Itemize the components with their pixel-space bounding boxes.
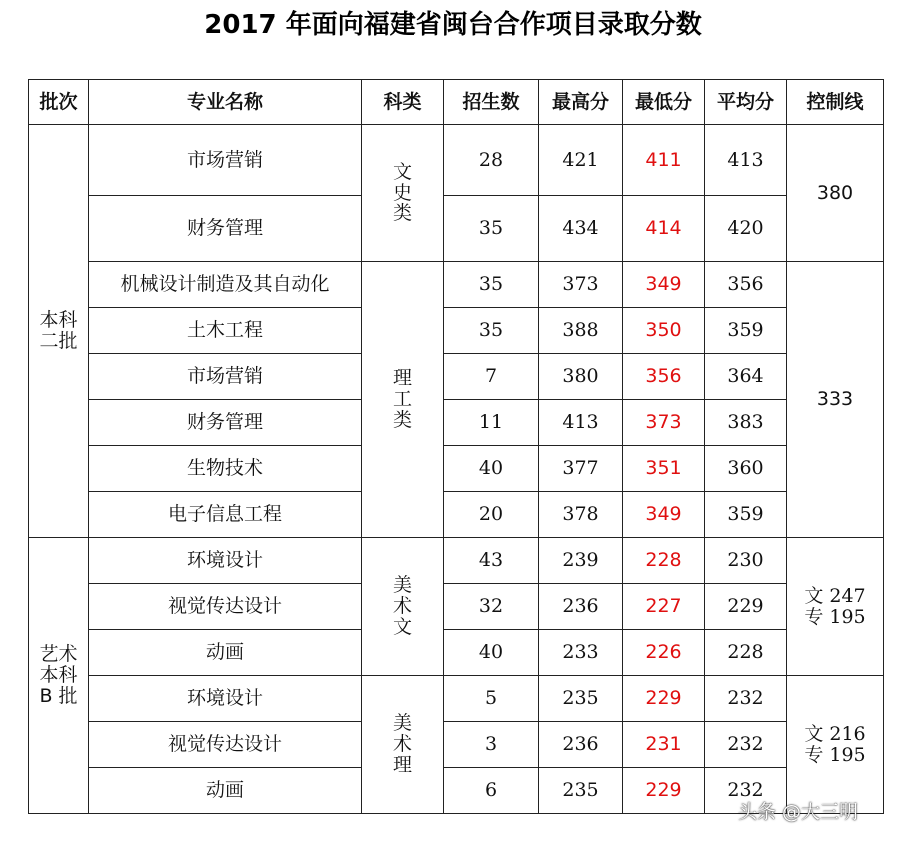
max-cell: 388 (539, 308, 623, 354)
enroll-cell: 32 (444, 584, 539, 630)
min-cell: 411 (623, 125, 705, 196)
major-cell: 视觉传达设计 (89, 584, 362, 630)
major-cell: 财务管理 (89, 196, 362, 262)
min-cell: 226 (623, 630, 705, 676)
avg-cell: 232 (705, 676, 787, 722)
category-cell: 美 术 理 (362, 676, 444, 814)
avg-cell: 383 (705, 400, 787, 446)
enroll-cell: 6 (444, 768, 539, 814)
table-row (29, 538, 884, 584)
avg-cell: 360 (705, 446, 787, 492)
min-cell: 228 (623, 538, 705, 584)
major-cell: 环境设计 (89, 676, 362, 722)
header-category: 科类 (362, 80, 444, 125)
max-cell: 434 (539, 196, 623, 262)
enroll-cell: 35 (444, 196, 539, 262)
enroll-cell: 43 (444, 538, 539, 584)
major-cell: 市场营销 (89, 125, 362, 196)
max-cell: 378 (539, 492, 623, 538)
avg-cell: 230 (705, 538, 787, 584)
table-row (29, 400, 884, 446)
table-row (29, 676, 884, 722)
enroll-cell: 20 (444, 492, 539, 538)
table-row (29, 354, 884, 400)
table-row (29, 584, 884, 630)
page-title: 2017 年面向福建省闽台合作项目录取分数 (204, 10, 702, 40)
admission-score-table (28, 79, 884, 814)
max-cell: 236 (539, 722, 623, 768)
max-cell: 235 (539, 768, 623, 814)
avg-cell: 364 (705, 354, 787, 400)
avg-cell: 359 (705, 492, 787, 538)
avg-cell: 420 (705, 196, 787, 262)
min-cell: 351 (623, 446, 705, 492)
enroll-cell: 11 (444, 400, 539, 446)
enroll-cell: 40 (444, 630, 539, 676)
min-cell: 350 (623, 308, 705, 354)
header-control-line: 控制线 (787, 80, 884, 125)
enroll-cell: 7 (444, 354, 539, 400)
enroll-cell: 35 (444, 308, 539, 354)
enroll-cell: 40 (444, 446, 539, 492)
control-line-cell: 333 (787, 262, 884, 538)
major-cell: 市场营销 (89, 354, 362, 400)
max-cell: 421 (539, 125, 623, 196)
control-line-cell: 文 247 专 195 (787, 538, 884, 676)
watermark: 头条 @大三明 (738, 801, 859, 823)
min-cell: 414 (623, 196, 705, 262)
avg-cell: 413 (705, 125, 787, 196)
min-cell: 227 (623, 584, 705, 630)
major-cell: 动画 (89, 768, 362, 814)
min-cell: 356 (623, 354, 705, 400)
max-cell: 380 (539, 354, 623, 400)
min-cell: 349 (623, 492, 705, 538)
major-cell: 视觉传达设计 (89, 722, 362, 768)
avg-cell: 359 (705, 308, 787, 354)
table-row (29, 446, 884, 492)
control-line-cell: 文 216 专 195 (787, 676, 884, 814)
category-cell: 理 工 类 (362, 262, 444, 538)
avg-cell: 229 (705, 584, 787, 630)
batch-cell: 艺术 本科 B 批 (29, 538, 89, 814)
enroll-cell: 35 (444, 262, 539, 308)
max-cell: 413 (539, 400, 623, 446)
avg-cell: 228 (705, 630, 787, 676)
enroll-cell: 28 (444, 125, 539, 196)
avg-cell: 232 (705, 768, 787, 814)
avg-cell: 356 (705, 262, 787, 308)
category-cell: 文 史 类 (362, 125, 444, 262)
major-cell: 生物技术 (89, 446, 362, 492)
header-enrollment: 招生数 (444, 80, 539, 125)
table-row (29, 262, 884, 308)
max-cell: 235 (539, 676, 623, 722)
major-cell: 动画 (89, 630, 362, 676)
header-max-score: 最高分 (539, 80, 623, 125)
enroll-cell: 3 (444, 722, 539, 768)
max-cell: 239 (539, 538, 623, 584)
table-row (29, 630, 884, 676)
table-row (29, 196, 884, 262)
batch-cell: 本科 二批 (29, 125, 89, 538)
major-cell: 环境设计 (89, 538, 362, 584)
header-batch: 批次 (29, 80, 89, 125)
min-cell: 231 (623, 722, 705, 768)
major-cell: 电子信息工程 (89, 492, 362, 538)
max-cell: 373 (539, 262, 623, 308)
header-major: 专业名称 (89, 80, 362, 125)
max-cell: 236 (539, 584, 623, 630)
max-cell: 377 (539, 446, 623, 492)
min-cell: 373 (623, 400, 705, 446)
major-cell: 财务管理 (89, 400, 362, 446)
table-row (29, 492, 884, 538)
avg-cell: 232 (705, 722, 787, 768)
header-row (29, 80, 884, 125)
major-cell: 土木工程 (89, 308, 362, 354)
header-min-score: 最低分 (623, 80, 705, 125)
category-cell: 美 术 文 (362, 538, 444, 676)
table-row (29, 722, 884, 768)
max-cell: 233 (539, 630, 623, 676)
header-avg-score: 平均分 (705, 80, 787, 125)
min-cell: 229 (623, 676, 705, 722)
table-row (29, 308, 884, 354)
major-cell: 机械设计制造及其自动化 (89, 262, 362, 308)
table-row (29, 125, 884, 196)
min-cell: 349 (623, 262, 705, 308)
min-cell: 229 (623, 768, 705, 814)
control-line-cell: 380 (787, 125, 884, 262)
enroll-cell: 5 (444, 676, 539, 722)
